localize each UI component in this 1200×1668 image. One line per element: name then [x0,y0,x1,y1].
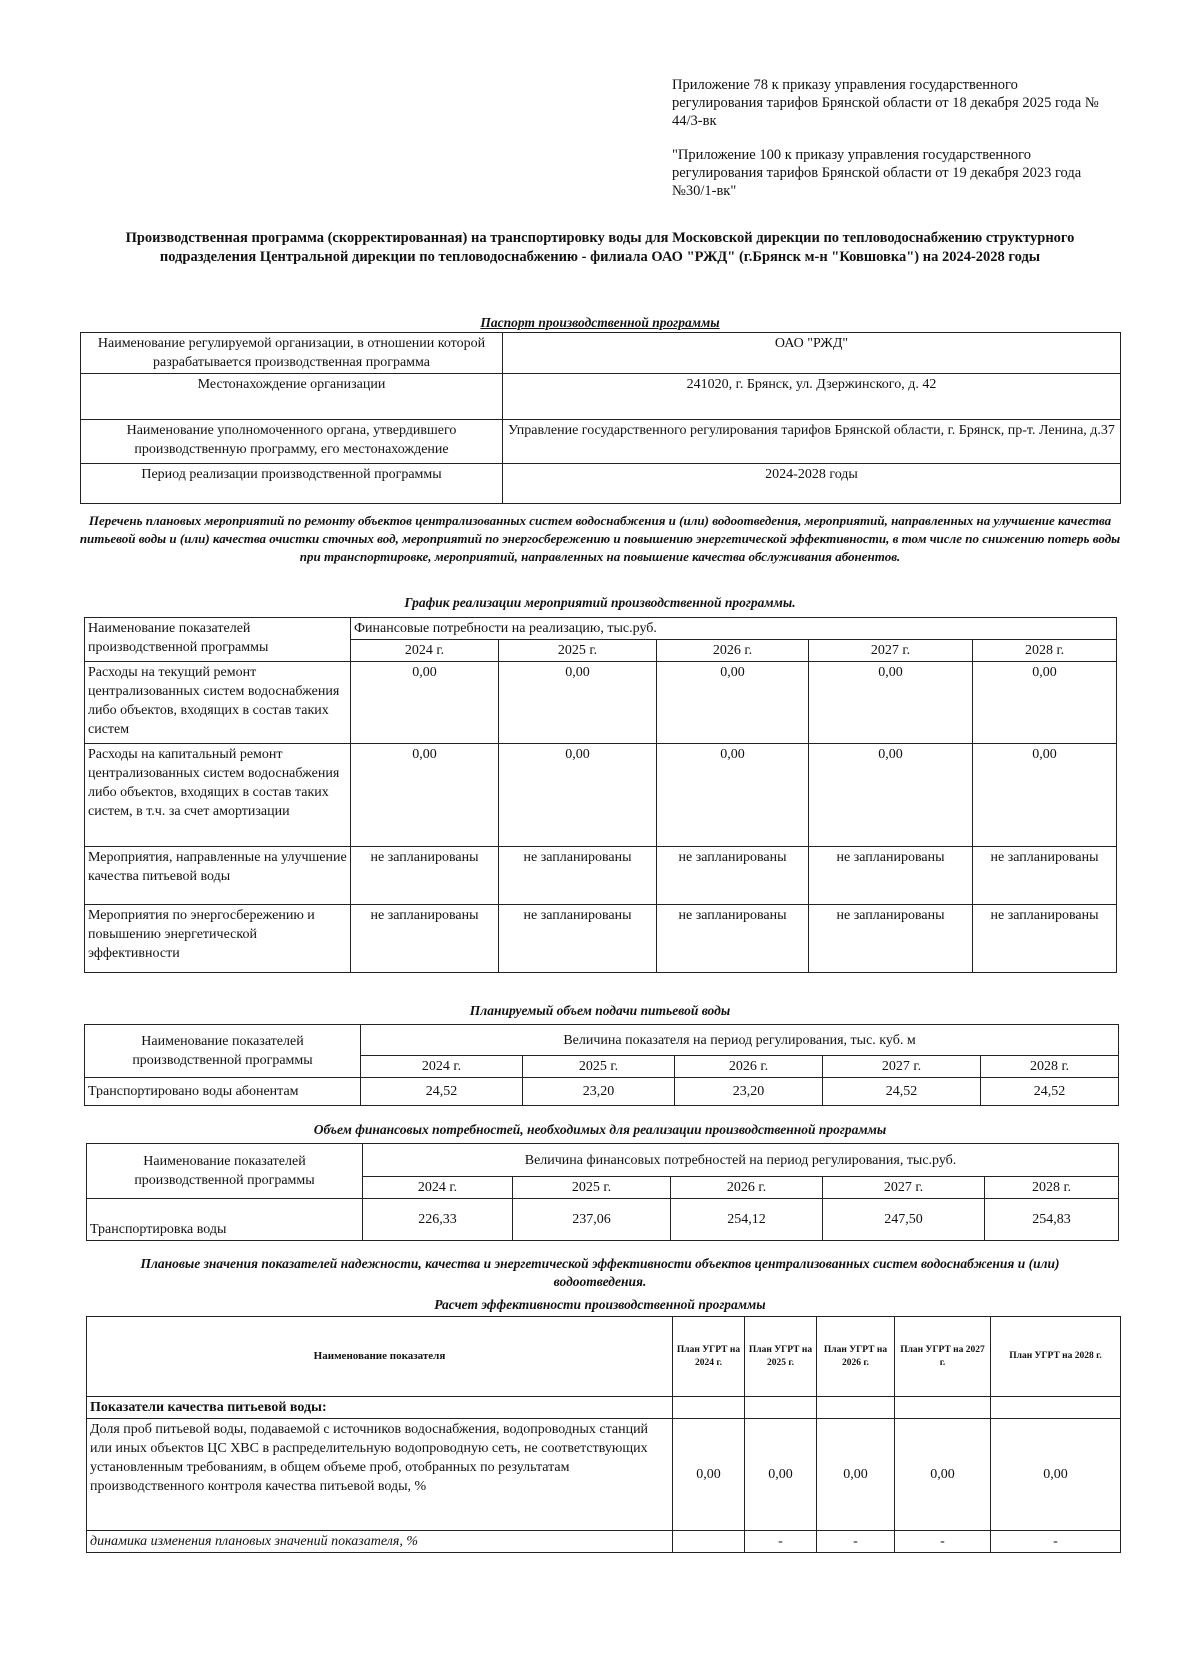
passport-row [81,374,1121,420]
measures-header-row [85,618,1117,640]
passport-table [80,332,1121,504]
cell-value: 0,00 [809,662,973,744]
table-row [87,1199,1119,1241]
section-title: Показатели качества питьевой воды: [87,1397,673,1419]
measures-group-header: Финансовые потребности на реализацию, тыс.руб. [351,618,1117,640]
cell-value: не запланированы [657,847,809,905]
schedule-caption: График реализации мероприятий производственной программы. [404,595,796,610]
row-label: Транспортировано воды абонентам [85,1078,361,1106]
cell-value: 24,52 [981,1078,1119,1106]
section-row [87,1397,1121,1419]
table-row [87,1531,1121,1553]
cell-value: 0,00 [745,1419,817,1531]
cell-value: 0,00 [499,662,657,744]
finance-table [86,1143,1119,1241]
year-header: 2024 г. [351,640,499,662]
appendix-note-1: Приложение 78 к приказу управления государственного регулирования тарифов Брянской области от 18 декабря 2025 года № 44/3-вк [672,77,1099,129]
passport-label: Местонахождение организации [81,374,503,420]
finance-header-row [87,1144,1119,1177]
year-header: 2026 г. [675,1056,823,1078]
document-title: Производственная программа (скорректированная) на транспортировку воды для Московской дирекции по тепловодоснабжению структурного подразделения Центральной дирекции по тепловодоснабжению - филиала ОАО "РЖД" (г.Брянск м-н "Ковшовка") на 2024-2028 годы [125,230,1075,265]
volume-header-row [85,1025,1119,1056]
finance-group-header: Величина финансовых потребностей на период регулирования, тыс.руб. [363,1144,1119,1177]
cell-value: 254,83 [985,1199,1119,1241]
table-row [85,847,1117,905]
cell-value: 0,00 [973,744,1117,847]
efficiency-col-header: Наименование показателя [87,1317,673,1397]
cell-value: 0,00 [657,744,809,847]
cell-value: не запланированы [657,905,809,973]
table-row [85,662,1117,744]
cell-value: - [745,1531,817,1553]
row-label: Мероприятия по энергосбережению и повышению энергетической эффективности [85,905,351,973]
table-row [85,905,1117,973]
volume-group-header: Величина показателя на период регулирования, тыс. куб. м [361,1025,1119,1056]
year-header: 2026 г. [671,1177,823,1199]
table-row [85,744,1117,847]
year-header: 2028 г. [981,1056,1119,1078]
passport-value: 241020, г. Брянск, ул. Дзержинского, д. 42 [503,374,1121,420]
cell-value: 247,50 [823,1199,985,1241]
cell-value: - [817,1531,895,1553]
year-header: 2027 г. [809,640,973,662]
year-header: 2024 г. [363,1177,513,1199]
cell-value: не запланированы [809,905,973,973]
efficiency-table [86,1316,1121,1553]
row-label: Расходы на текущий ремонт централизованных систем водоснабжения либо объектов, входящих в состав таких систем [85,662,351,744]
cell-value: 0,00 [817,1419,895,1531]
cell-value: не запланированы [499,905,657,973]
efficiency-header-row [87,1317,1121,1397]
cell-value: 0,00 [973,662,1117,744]
passport-label: Период реализации производственной программы [81,464,503,504]
cell-value: не запланированы [973,905,1117,973]
efficiency-caption: Плановые значения показателей надежности, качества и энергетической эффективности объектов централизованных систем водоснабжения и (или) водоотведения. [140,1256,1060,1289]
plan-header: План УГРТ на 2026 г. [817,1317,895,1397]
measures-table [84,617,1117,973]
finance-col-header: Наименование показателей производственной программы [87,1144,363,1199]
year-header: 2024 г. [361,1056,523,1078]
passport-row [81,420,1121,464]
year-header: 2025 г. [499,640,657,662]
cell-value: 0,00 [657,662,809,744]
row-label: Транспортировка воды [87,1199,363,1241]
cell-value: 24,52 [361,1078,523,1106]
measures-col-header: Наименование показателей производственной программы [85,618,351,662]
year-header: 2027 г. [823,1177,985,1199]
year-header: 2027 г. [823,1056,981,1078]
year-header: 2025 г. [513,1177,671,1199]
cell-value: не запланированы [809,847,973,905]
cell-value: не запланированы [351,847,499,905]
passport-value: ОАО "РЖД" [503,333,1121,374]
plan-header: План УГРТ на 2028 г. [991,1317,1121,1397]
volume-table [84,1024,1119,1106]
plan-header: План УГРТ на 2027 г. [895,1317,991,1397]
cell-value [673,1531,745,1553]
cell-value: 254,12 [671,1199,823,1241]
cell-value: 237,06 [513,1199,671,1241]
table-row [87,1419,1121,1531]
cell-value: - [991,1531,1121,1553]
cell-value: 23,20 [523,1078,675,1106]
cell-value: - [895,1531,991,1553]
passport-row [81,333,1121,374]
efficiency-calc-caption: Расчет эффективности производственной программы [434,1297,766,1312]
cell-value: 24,52 [823,1078,981,1106]
cell-value: 0,00 [673,1419,745,1531]
table-row [85,1078,1119,1106]
cell-value: 0,00 [991,1419,1121,1531]
passport-row [81,464,1121,504]
passport-caption: Паспорт производственной программы [480,315,720,330]
cell-value: не запланированы [973,847,1117,905]
passport-value: Управление государственного регулирования тарифов Брянской области, г. Брянск, пр-т. Ленина, д.37 [503,420,1121,464]
cell-value: 23,20 [675,1078,823,1106]
passport-label: Наименование уполномоченного органа, утвердившего производственную программу, его местонахождение [81,420,503,464]
year-header: 2028 г. [973,640,1117,662]
row-label: Доля проб питьевой воды, подаваемой с источников водоснабжения, водопроводных станций или иных объектов ЦС ХВС в распределительную водопроводную сеть, не соответствующих установленным требованиям, в общем объеме проб, отобранных по результатам производственного контроля качества питьевой воды, % [87,1419,673,1531]
cell-value: 226,33 [363,1199,513,1241]
passport-label: Наименование регулируемой организации, в отношении которой разрабатывается производственная программа [81,333,503,374]
plan-header: План УГРТ на 2025 г. [745,1317,817,1397]
volume-col-header: Наименование показателей производственной программы [85,1025,361,1078]
row-label: Расходы на капитальный ремонт централизованных систем водоснабжения либо объектов, входящих в состав таких систем, в т.ч. за счет амортизации [85,744,351,847]
measures-caption: Перечень плановых мероприятий по ремонту объектов централизованных систем водоснабжения и (или) водоотведения, мероприятий, направленных на улучшение качества питьевой воды и (или) качества очистки сточных вод, мероприятий по энергосбережению и повышению энергетической эффективности, в том числе по снижению потерь воды при транспортировке, мероприятий, направленных на повышение качества обслуживания абонентов. [79,513,1121,564]
row-label: динамика изменения плановых значений показателя, % [87,1531,673,1553]
year-header: 2026 г. [657,640,809,662]
cell-value: не запланированы [351,905,499,973]
row-label: Мероприятия, направленные на улучшение качества питьевой воды [85,847,351,905]
cell-value: 0,00 [499,744,657,847]
cell-value: не запланированы [499,847,657,905]
cell-value: 0,00 [351,662,499,744]
appendix-note-2: "Приложение 100 к приказу управления государственного регулирования тарифов Брянской области от 19 декабря 2023 года №30/1-вк" [672,147,1082,199]
year-header: 2025 г. [523,1056,675,1078]
cell-value: 0,00 [895,1419,991,1531]
finance-caption: Объем финансовых потребностей, необходимых для реализации производственной программы [313,1122,887,1137]
plan-header: План УГРТ на 2024 г. [673,1317,745,1397]
cell-value: 0,00 [351,744,499,847]
passport-value: 2024-2028 годы [503,464,1121,504]
volume-caption: Планируемый объем подачи питьевой воды [469,1003,731,1018]
cell-value: 0,00 [809,744,973,847]
year-header: 2028 г. [985,1177,1119,1199]
